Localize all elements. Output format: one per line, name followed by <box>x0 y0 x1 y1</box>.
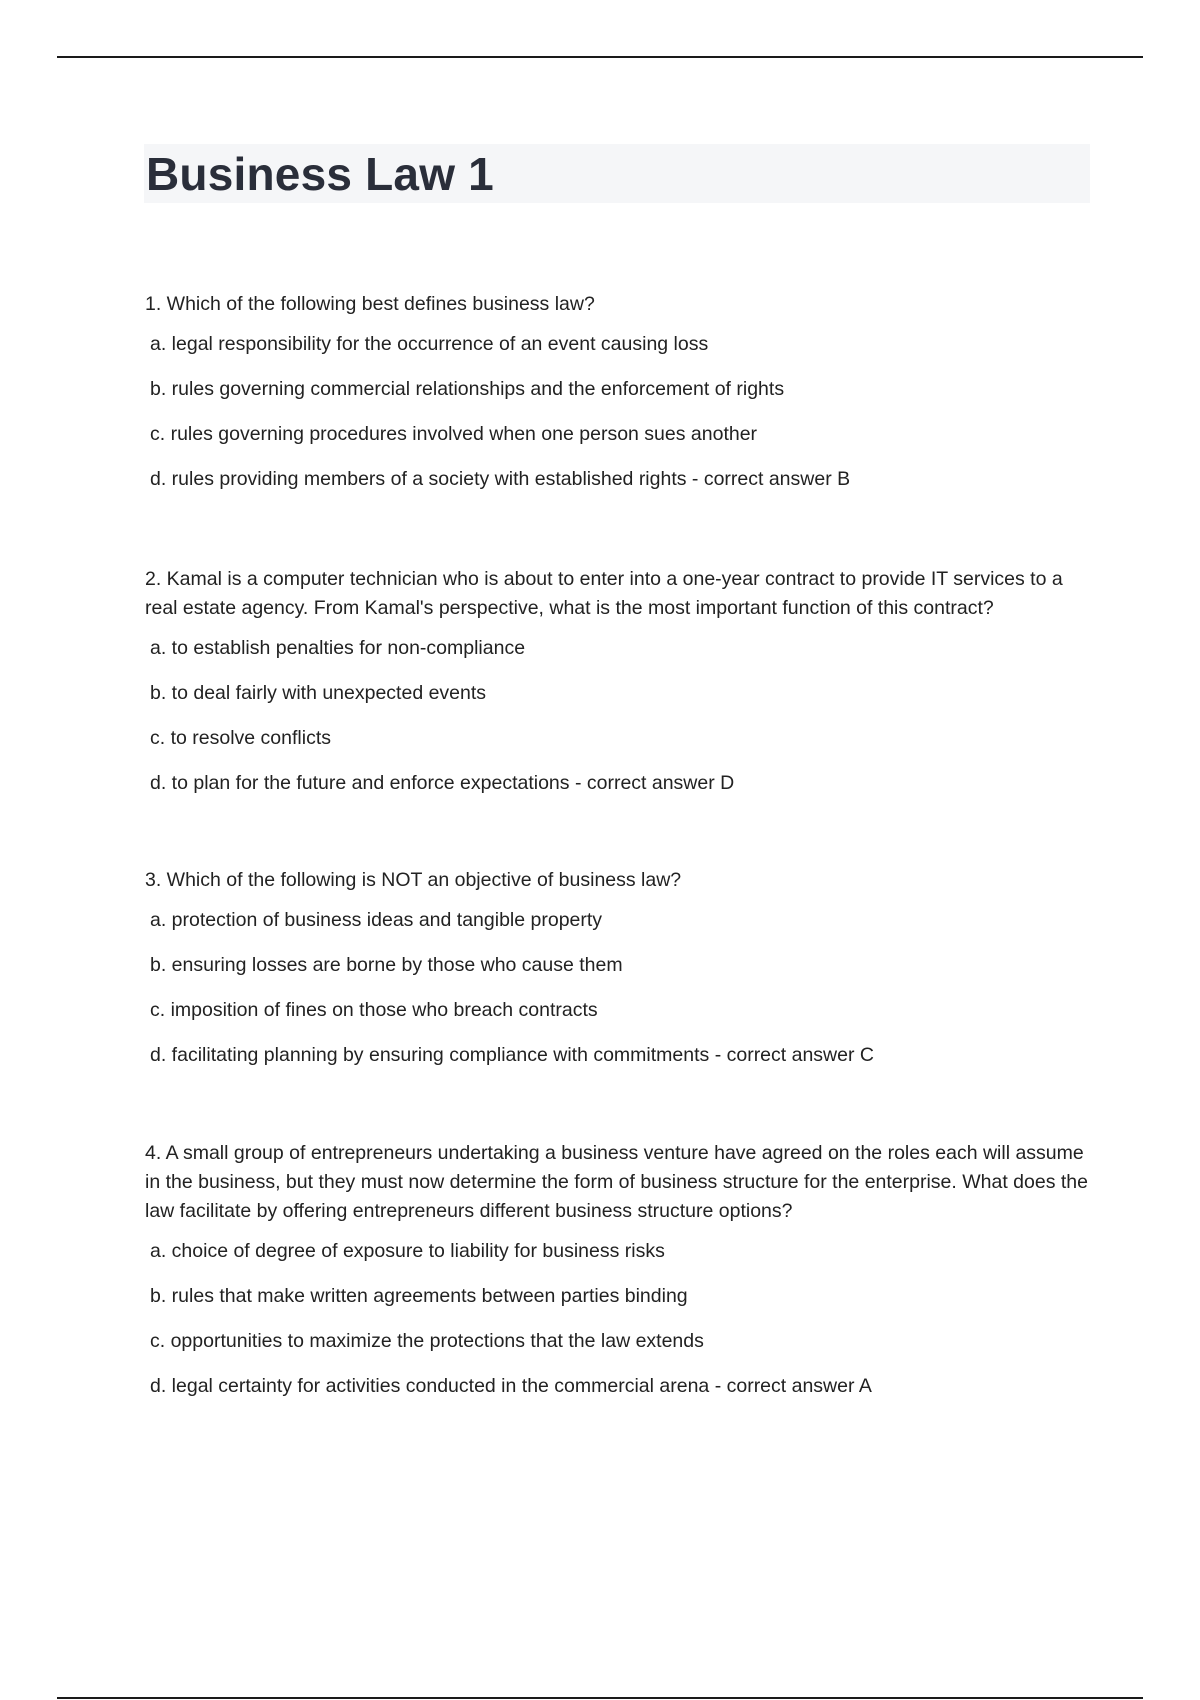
question-text: 2. Kamal is a computer technician who is about to enter into a one-year contract to provide IT services to a real estate agency. From Kamal's perspective, what is the most important function of this contract? <box>145 568 1063 619</box>
option-c: c. rules governing procedures involved when one person sues another <box>150 423 758 445</box>
option-b: b. to deal fairly with unexpected events <box>150 682 487 704</box>
option-a: a. to establish penalties for non-compliance <box>150 637 526 659</box>
question-4 <box>145 1139 1090 1417</box>
option-a: a. choice of degree of exposure to liability for business risks <box>150 1240 665 1262</box>
option-c: c. to resolve conflicts <box>150 727 331 749</box>
option-c: c. imposition of fines on those who breach contracts <box>150 999 598 1021</box>
question-2 <box>145 565 1090 814</box>
option-d: d. legal certainty for activities conducted in the commercial arena - correct answer A <box>150 1375 872 1397</box>
option-a: a. legal responsibility for the occurrence of an event causing loss <box>150 333 709 355</box>
option-b: b. rules governing commercial relationships and the enforcement of rights <box>150 378 785 400</box>
question-1 <box>145 290 1090 510</box>
option-b: b. ensuring losses are borne by those who cause them <box>150 954 623 976</box>
question-text: 1. Which of the following best defines business law? <box>145 293 595 315</box>
option-a: a. protection of business ideas and tangible property <box>150 909 603 931</box>
option-d: d. facilitating planning by ensuring compliance with commitments - correct answer C <box>150 1044 874 1066</box>
question-3 <box>145 866 1090 1086</box>
header-rule <box>57 56 1143 58</box>
footer-rule <box>57 1697 1143 1699</box>
question-text: 4. A small group of entrepreneurs undertaking a business venture have agreed on the roles each will assume in the business, but they must now determine the form of business structure for the enterprise. What does the law facilitate by offering entrepreneurs different business structure options? <box>145 1142 1088 1222</box>
option-c: c. opportunities to maximize the protections that the law extends <box>150 1330 704 1352</box>
question-text: 3. Which of the following is NOT an objective of business law? <box>145 869 682 891</box>
option-d: d. to plan for the future and enforce expectations - correct answer D <box>150 772 735 794</box>
option-d: d. rules providing members of a society with established rights - correct answer B <box>150 468 851 490</box>
option-b: b. rules that make written agreements between parties binding <box>150 1285 688 1307</box>
document-title: Business Law 1 <box>146 148 494 200</box>
